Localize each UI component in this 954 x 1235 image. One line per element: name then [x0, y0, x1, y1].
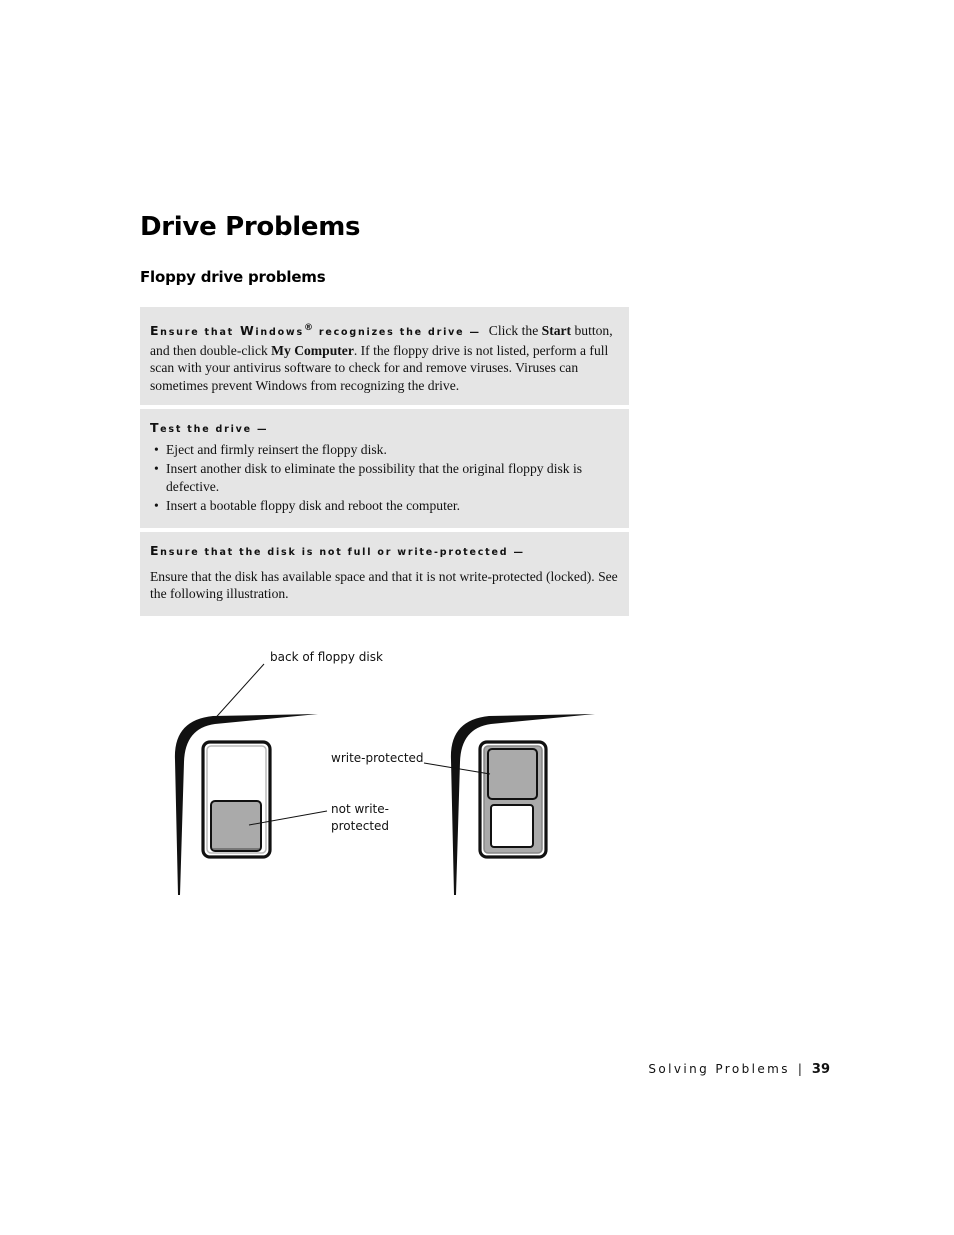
label-write-protected: write-protected	[331, 751, 424, 765]
section-title: Floppy drive problems	[140, 268, 326, 286]
box-heading: Ensure that the disk is not full or write-protected —	[150, 543, 525, 558]
box-heading: Test the drive —	[150, 420, 269, 435]
page-title: Drive Problems	[140, 212, 361, 242]
footer-section-name: Solving Problems	[648, 1062, 790, 1076]
troubleshoot-box-windows-recognizes: Ensure that Windows® recognizes the drive — Click the Start button, and then double-click My Computer. If the floppy drive is not listed, perform a full scan with your antivirus software to check for and remove viruses. Viruses can sometimes prevent Windows from recognizing the drive.	[140, 307, 629, 405]
disk-right-tab	[488, 749, 537, 799]
label-not-write-protected: not write- protected	[331, 802, 390, 833]
page-footer	[648, 1062, 830, 1077]
page-number: 39	[811, 1062, 830, 1077]
label-back-of-floppy-disk: back of floppy disk	[270, 650, 383, 664]
my-computer-term: My Computer	[271, 342, 354, 358]
box-text: Click the	[488, 323, 542, 339]
list-item: • Insert another disk to eliminate the possibility that the original floppy disk is defective.	[150, 460, 619, 495]
start-term: Start	[541, 323, 572, 339]
footer-separator: |	[797, 1062, 802, 1076]
disk-left-tab	[211, 801, 261, 851]
box-heading: Ensure that Windows® recognizes the drive —	[150, 323, 481, 339]
box-text: Ensure that the disk has available space and that it is not write-protected (locked). See the following illustration.	[150, 568, 618, 601]
leader-back-of-disk	[210, 664, 264, 724]
list-item: • Insert a bootable floppy disk and reboot the computer.	[150, 497, 619, 515]
list-item: • Eject and firmly reinsert the floppy disk.	[150, 441, 619, 459]
disk-right-hole	[491, 805, 533, 847]
